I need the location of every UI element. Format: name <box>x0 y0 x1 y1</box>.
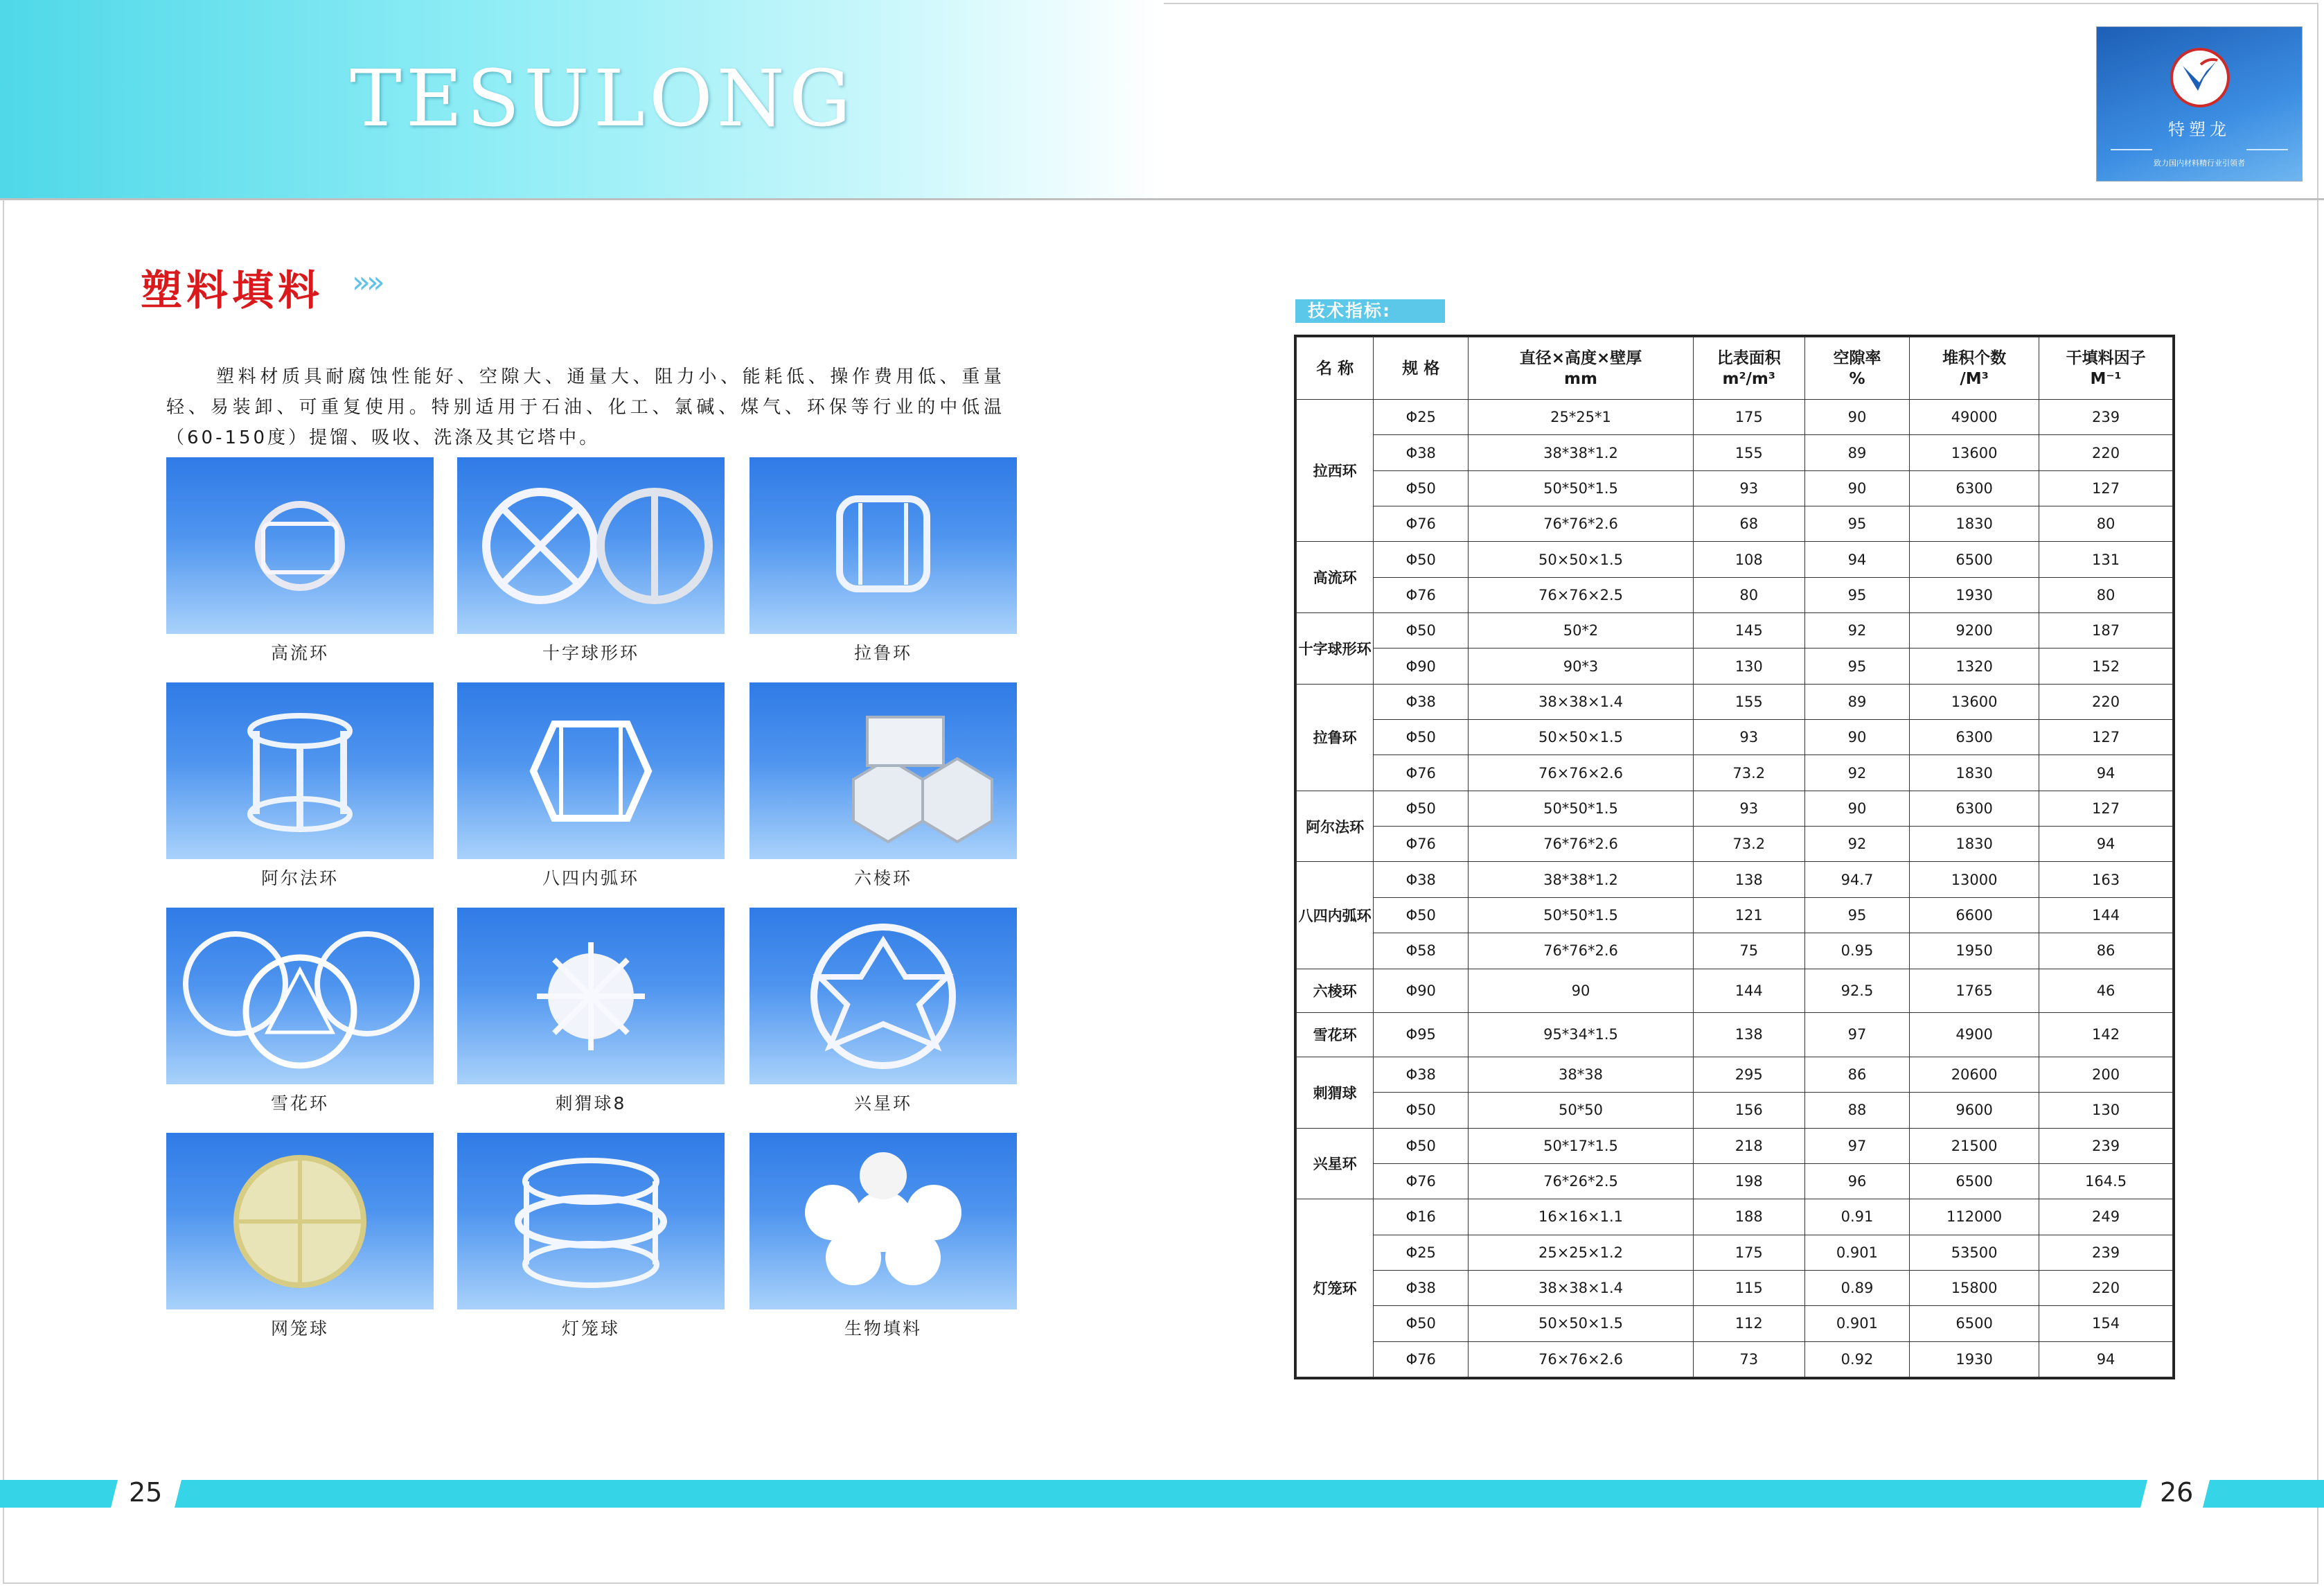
table-row <box>1297 862 2173 897</box>
cell-dims: 38*38*1.2 <box>1469 435 1693 470</box>
table-row <box>1297 1128 2173 1163</box>
cell-count: 1830 <box>1910 755 2039 791</box>
header-area-label: 比表面积 <box>1717 349 1781 367</box>
cell-factor: 94 <box>2039 827 2173 862</box>
page-number-right: 26 <box>2160 1477 2194 1508</box>
table-row <box>1297 400 2173 435</box>
cell-void: 95 <box>1804 897 1909 933</box>
table-row <box>1297 1270 2173 1305</box>
cell-spec: Φ38 <box>1374 862 1469 897</box>
cell-void: 0.901 <box>1804 1306 1909 1341</box>
cell-void: 97 <box>1804 1013 1909 1057</box>
cell-area: 155 <box>1693 435 1804 470</box>
product-caption: 生物填料 <box>844 1318 922 1339</box>
cell-dims: 76×76×2.5 <box>1469 577 1693 612</box>
table-row <box>1297 1199 2173 1235</box>
spec-table-frame <box>1294 335 2175 1379</box>
section-title: 塑料填料 <box>141 267 323 315</box>
cell-factor: 86 <box>2039 933 2173 969</box>
cell-spec: Φ50 <box>1374 791 1469 826</box>
table-row <box>1297 1163 2173 1199</box>
cell-factor: 127 <box>2039 720 2173 755</box>
header-spec: 规 格 <box>1374 337 1469 400</box>
table-row <box>1297 613 2173 649</box>
product-caption: 灯笼球 <box>561 1318 620 1339</box>
cell-spec: Φ76 <box>1374 1163 1469 1199</box>
cell-void: 92 <box>1804 613 1909 649</box>
group-name: 六棱环 <box>1297 969 1374 1013</box>
cell-factor: 164.5 <box>2039 1163 2173 1199</box>
cell-count: 4900 <box>1910 1013 2039 1057</box>
cell-spec: Φ50 <box>1374 897 1469 933</box>
logo-rule-left <box>2111 149 2152 150</box>
product-tile <box>457 682 725 890</box>
cell-count: 1765 <box>1910 969 2039 1013</box>
header-name: 名 称 <box>1297 337 1374 400</box>
table-row <box>1297 470 2173 506</box>
cell-void: 95 <box>1804 649 1909 684</box>
cell-dims: 38×38×1.4 <box>1469 1270 1693 1305</box>
logo-name: 特塑龙 <box>2168 120 2230 139</box>
logo-tagline: 致力国内材料精行业引领者 <box>2154 159 2245 168</box>
chevron-right-icon: »» <box>352 265 381 300</box>
cell-spec: Φ38 <box>1374 1270 1469 1305</box>
cell-area: 73 <box>1693 1341 1804 1377</box>
header-factor <box>2039 337 2173 400</box>
cell-spec: Φ16 <box>1374 1199 1469 1235</box>
product-caption: 兴星环 <box>853 1093 912 1113</box>
product-tile <box>166 457 434 664</box>
cell-factor: 80 <box>2039 577 2173 612</box>
product-caption: 阿尔法环 <box>260 868 339 888</box>
spec-header-row <box>1297 337 2173 400</box>
cell-count: 1930 <box>1910 1341 2039 1377</box>
alpha-ring-icon <box>166 682 434 859</box>
cell-count: 1830 <box>1910 827 2039 862</box>
cell-area: 295 <box>1693 1057 1804 1092</box>
table-row <box>1297 897 2173 933</box>
cell-factor: 200 <box>2039 1057 2173 1092</box>
cell-area: 188 <box>1693 1199 1804 1235</box>
cell-dims: 16×16×1.1 <box>1469 1199 1693 1235</box>
cell-count: 6500 <box>1910 1163 2039 1199</box>
product-caption: 高流环 <box>270 643 329 663</box>
cell-void: 90 <box>1804 470 1909 506</box>
cell-dims: 38*38 <box>1469 1057 1693 1092</box>
table-row <box>1297 1341 2173 1377</box>
cell-area: 73.2 <box>1693 755 1804 791</box>
cell-area: 130 <box>1693 649 1804 684</box>
table-row <box>1297 684 2173 719</box>
product-tile <box>749 457 1017 664</box>
cell-area: 218 <box>1693 1128 1804 1163</box>
cell-dims: 76*76*2.6 <box>1469 827 1693 862</box>
table-row <box>1297 435 2173 470</box>
cell-void: 0.95 <box>1804 933 1909 969</box>
cell-void: 92.5 <box>1804 969 1909 1013</box>
cell-factor: 152 <box>2039 649 2173 684</box>
company-logo <box>2096 26 2303 182</box>
cell-void: 92 <box>1804 755 1909 791</box>
table-row <box>1297 827 2173 862</box>
cell-spec: Φ76 <box>1374 577 1469 612</box>
product-caption: 拉鲁环 <box>853 643 912 663</box>
cell-dims: 25×25×1.2 <box>1469 1235 1693 1270</box>
group-name: 灯笼环 <box>1297 1199 1374 1377</box>
cell-dims: 50×50×1.5 <box>1469 720 1693 755</box>
cell-area: 198 <box>1693 1163 1804 1199</box>
cell-area: 93 <box>1693 791 1804 826</box>
header-void <box>1804 337 1909 400</box>
cell-area: 175 <box>1693 1235 1804 1270</box>
cell-factor: 127 <box>2039 791 2173 826</box>
header-divider <box>0 198 2324 200</box>
table-row <box>1297 1306 2173 1341</box>
cell-spec: Φ38 <box>1374 1057 1469 1092</box>
bio-packing-icon <box>749 1133 1017 1309</box>
cell-dims: 76*76*2.6 <box>1469 933 1693 969</box>
cell-count: 53500 <box>1910 1235 2039 1270</box>
cell-void: 86 <box>1804 1057 1909 1092</box>
product-caption: 八四内弧环 <box>542 868 639 888</box>
cell-factor: 187 <box>2039 613 2173 649</box>
hedgehog-ball-icon <box>457 908 725 1084</box>
product-caption: 六棱环 <box>853 868 912 888</box>
group-name: 刺猬球 <box>1297 1057 1374 1128</box>
cell-dims: 25*25*1 <box>1469 400 1693 435</box>
cell-count: 6300 <box>1910 791 2039 826</box>
header-count <box>1910 337 2039 400</box>
cell-void: 94.7 <box>1804 862 1909 897</box>
table-row <box>1297 542 2173 577</box>
cell-void: 97 <box>1804 1128 1909 1163</box>
cell-spec: Φ76 <box>1374 1341 1469 1377</box>
cell-dims: 90*3 <box>1469 649 1693 684</box>
table-row <box>1297 969 2173 1013</box>
product-tile <box>457 457 725 664</box>
cell-count: 13600 <box>1910 684 2039 719</box>
cell-void: 88 <box>1804 1093 1909 1128</box>
group-name: 高流环 <box>1297 542 1374 613</box>
cell-spec: Φ50 <box>1374 1128 1469 1163</box>
table-row <box>1297 1093 2173 1128</box>
cell-void: 95 <box>1804 506 1909 542</box>
cell-count: 112000 <box>1910 1199 2039 1235</box>
cell-area: 155 <box>1693 684 1804 719</box>
cell-spec: Φ50 <box>1374 542 1469 577</box>
table-row <box>1297 755 2173 791</box>
cell-dims: 50*50*1.5 <box>1469 791 1693 826</box>
mesh-cage-ball-icon <box>166 1133 434 1309</box>
cell-area: 93 <box>1693 470 1804 506</box>
product-tile <box>457 1133 725 1340</box>
cell-factor: 142 <box>2039 1013 2173 1057</box>
cell-factor: 239 <box>2039 1128 2173 1163</box>
footer-bar <box>0 1480 2324 1508</box>
cell-count: 21500 <box>1910 1128 2039 1163</box>
cell-area: 112 <box>1693 1306 1804 1341</box>
cell-area: 68 <box>1693 506 1804 542</box>
logo-rule-right <box>2246 149 2288 150</box>
cell-spec: Φ25 <box>1374 400 1469 435</box>
cell-area: 138 <box>1693 1013 1804 1057</box>
cell-spec: Φ38 <box>1374 435 1469 470</box>
cell-dims: 50*17*1.5 <box>1469 1128 1693 1163</box>
logo-emblem-icon <box>2170 48 2230 107</box>
cell-void: 90 <box>1804 400 1909 435</box>
cell-factor: 220 <box>2039 1270 2173 1305</box>
header-dims-label: 直径×高度×壁厚 <box>1519 349 1642 367</box>
cell-void: 89 <box>1804 684 1909 719</box>
table-row <box>1297 933 2173 969</box>
cell-factor: 94 <box>2039 755 2173 791</box>
cell-factor: 144 <box>2039 897 2173 933</box>
cell-void: 95 <box>1804 577 1909 612</box>
cell-area: 145 <box>1693 613 1804 649</box>
cell-count: 20600 <box>1910 1057 2039 1092</box>
cell-factor: 127 <box>2039 470 2173 506</box>
cell-area: 138 <box>1693 862 1804 897</box>
intro-text: 塑料材质具耐腐蚀性能好、空隙大、通量大、阻力小、能耗低、操作费用低、重量轻、易装卸、可重复使用。特别适用于石油、化工、氯碱、煤气、环保等行业的中低温（60-150度）提馏、吸收、洗涤及其它塔中。 <box>166 367 1004 448</box>
cell-count: 6500 <box>1910 542 2039 577</box>
cell-factor: 239 <box>2039 400 2173 435</box>
snowflake-ring-icon <box>166 908 434 1084</box>
cell-count: 9200 <box>1910 613 2039 649</box>
table-row <box>1297 577 2173 612</box>
cell-area: 80 <box>1693 577 1804 612</box>
header-count-unit: /M³ <box>1960 369 1989 388</box>
cell-factor: 131 <box>2039 542 2173 577</box>
product-tile <box>749 1133 1017 1340</box>
spec-table <box>1296 337 2173 1377</box>
header-count-label: 堆积个数 <box>1942 349 2007 367</box>
group-name: 拉鲁环 <box>1297 684 1374 791</box>
group-name: 八四内弧环 <box>1297 862 1374 969</box>
cell-void: 96 <box>1804 1163 1909 1199</box>
cell-count: 13000 <box>1910 862 2039 897</box>
product-caption: 网笼球 <box>270 1318 329 1339</box>
cell-spec: Φ76 <box>1374 827 1469 862</box>
table-row <box>1297 506 2173 542</box>
cell-factor: 154 <box>2039 1306 2173 1341</box>
cell-count: 49000 <box>1910 400 2039 435</box>
product-caption: 雪花环 <box>270 1093 329 1113</box>
cell-spec: Φ76 <box>1374 755 1469 791</box>
cell-spec: Φ50 <box>1374 720 1469 755</box>
lalu-ring-icon <box>749 457 1017 634</box>
cell-area: 108 <box>1693 542 1804 577</box>
cell-void: 0.92 <box>1804 1341 1909 1377</box>
cell-count: 6600 <box>1910 897 2039 933</box>
product-tile <box>166 682 434 890</box>
cell-void: 90 <box>1804 720 1909 755</box>
table-row <box>1297 1235 2173 1270</box>
group-name: 十字球形环 <box>1297 613 1374 685</box>
cell-area: 156 <box>1693 1093 1804 1128</box>
cell-dims: 76*76*2.6 <box>1469 506 1693 542</box>
cell-spec: Φ90 <box>1374 969 1469 1013</box>
cell-void: 0.89 <box>1804 1270 1909 1305</box>
cell-count: 1930 <box>1910 577 2039 612</box>
cell-dims: 76×76×2.6 <box>1469 1341 1693 1377</box>
header-factor-label: 干填料因子 <box>2066 349 2146 367</box>
cell-spec: Φ50 <box>1374 1306 1469 1341</box>
header-void-unit: % <box>1849 369 1865 388</box>
brand-title: TESULONG <box>350 54 855 144</box>
cell-spec: Φ76 <box>1374 506 1469 542</box>
cell-factor: 46 <box>2039 969 2173 1013</box>
eight-four-inner-arc-ring-icon <box>457 682 725 859</box>
cell-count: 6300 <box>1910 470 2039 506</box>
product-tile <box>166 1133 434 1340</box>
cell-void: 0.901 <box>1804 1235 1909 1270</box>
cross-ball-ring-icon <box>457 457 725 634</box>
cell-count: 1950 <box>1910 933 2039 969</box>
cell-void: 94 <box>1804 542 1909 577</box>
header-area <box>1693 337 1804 400</box>
header-dims <box>1469 337 1693 400</box>
cell-spec: Φ25 <box>1374 1235 1469 1270</box>
cell-void: 90 <box>1804 791 1909 826</box>
hexagonal-ring-icon <box>749 682 1017 859</box>
group-name: 兴星环 <box>1297 1128 1374 1199</box>
header-dims-unit: mm <box>1564 369 1597 388</box>
table-row <box>1297 720 2173 755</box>
cell-factor: 94 <box>2039 1341 2173 1377</box>
cell-count: 1830 <box>1910 506 2039 542</box>
cell-area: 75 <box>1693 933 1804 969</box>
cell-count: 6500 <box>1910 1306 2039 1341</box>
cell-dims: 50*2 <box>1469 613 1693 649</box>
cell-spec: Φ50 <box>1374 613 1469 649</box>
intro-paragraph <box>166 362 1004 453</box>
header-factor-unit: M⁻¹ <box>2090 369 2122 388</box>
group-name: 阿尔法环 <box>1297 791 1374 862</box>
cell-count: 1320 <box>1910 649 2039 684</box>
cell-area: 93 <box>1693 720 1804 755</box>
cell-count: 15800 <box>1910 1270 2039 1305</box>
cell-factor: 130 <box>2039 1093 2173 1128</box>
spec-table-body <box>1297 400 2173 1377</box>
cell-factor: 249 <box>2039 1199 2173 1235</box>
cell-void: 0.91 <box>1804 1199 1909 1235</box>
cell-void: 89 <box>1804 435 1909 470</box>
cell-factor: 163 <box>2039 862 2173 897</box>
cell-spec: Φ50 <box>1374 470 1469 506</box>
cell-spec: Φ95 <box>1374 1013 1469 1057</box>
page-number-left: 25 <box>129 1477 163 1508</box>
cell-spec: Φ50 <box>1374 1093 1469 1128</box>
tech-spec-label: 技术指标: <box>1295 299 1445 323</box>
cell-count: 9600 <box>1910 1093 2039 1128</box>
lantern-ball-icon <box>457 1133 725 1309</box>
cell-area: 73.2 <box>1693 827 1804 862</box>
group-name: 雪花环 <box>1297 1013 1374 1057</box>
cell-area: 121 <box>1693 897 1804 933</box>
cell-dims: 50×50×1.5 <box>1469 1306 1693 1341</box>
cell-dims: 76*26*2.5 <box>1469 1163 1693 1199</box>
group-name: 拉西环 <box>1297 400 1374 542</box>
product-tile <box>749 908 1017 1115</box>
cell-dims: 76×76×2.6 <box>1469 755 1693 791</box>
star-ring-icon <box>749 908 1017 1084</box>
cell-factor: 80 <box>2039 506 2173 542</box>
table-row <box>1297 1057 2173 1092</box>
cell-area: 175 <box>1693 400 1804 435</box>
cell-count: 6300 <box>1910 720 2039 755</box>
cell-void: 92 <box>1804 827 1909 862</box>
high-flow-ring-icon <box>166 457 434 634</box>
product-tile <box>457 908 725 1115</box>
cell-factor: 239 <box>2039 1235 2173 1270</box>
product-tile <box>166 908 434 1115</box>
product-caption: 刺猬球8 <box>555 1093 627 1113</box>
cell-dims: 50*50 <box>1469 1093 1693 1128</box>
header-void-label: 空隙率 <box>1833 349 1881 367</box>
cell-area: 144 <box>1693 969 1804 1013</box>
cell-dims: 38*38*1.2 <box>1469 862 1693 897</box>
cell-dims: 50*50*1.5 <box>1469 897 1693 933</box>
cell-dims: 50*50*1.5 <box>1469 470 1693 506</box>
product-tile <box>749 682 1017 890</box>
cell-factor: 220 <box>2039 435 2173 470</box>
cell-spec: Φ90 <box>1374 649 1469 684</box>
cell-dims: 50×50×1.5 <box>1469 542 1693 577</box>
cell-dims: 95*34*1.5 <box>1469 1013 1693 1057</box>
cell-count: 13600 <box>1910 435 2039 470</box>
product-caption: 十字球形环 <box>542 643 639 663</box>
table-row <box>1297 1013 2173 1057</box>
cell-dims: 90 <box>1469 969 1693 1013</box>
table-row <box>1297 791 2173 826</box>
cell-spec: Φ58 <box>1374 933 1469 969</box>
header-area-unit: m²/m³ <box>1722 369 1775 388</box>
cell-spec: Φ38 <box>1374 684 1469 719</box>
table-row <box>1297 649 2173 684</box>
cell-dims: 38×38×1.4 <box>1469 684 1693 719</box>
cell-factor: 220 <box>2039 684 2173 719</box>
cell-area: 115 <box>1693 1270 1804 1305</box>
